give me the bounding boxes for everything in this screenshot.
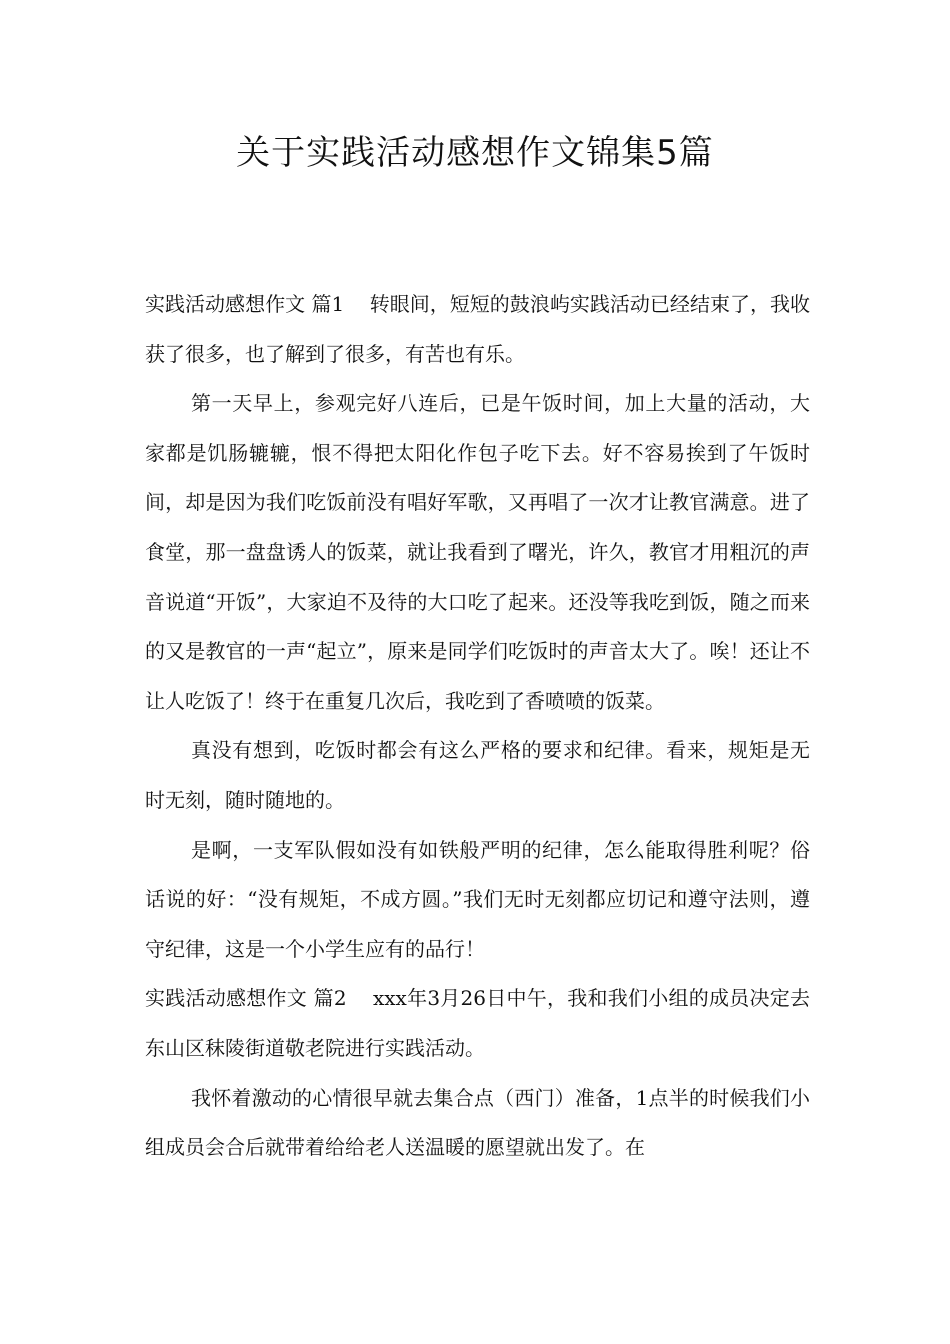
- section-1-heading: 实践活动感想作文 篇1: [145, 292, 370, 316]
- paragraph: 是啊，一支军队假如没有如铁般严明的纪律，怎么能取得胜利呢？俗话说的好：“没有规矩，不成方圆。”我们无时无刻都应切记和遵守法则，遵守纪律，这是一个小学生应有的品行！: [145, 837, 810, 961]
- document-body: [145, 280, 810, 1173]
- section-1-intro: [145, 280, 810, 379]
- section-2-intro: [145, 974, 810, 1073]
- section-1-opening: 转眼间，短短的鼓浪屿实践活动已经结束了，我收获了很多，也了解到了很多，有苦也有乐。: [145, 292, 811, 366]
- section-2-opening: xxx年3月26日中午，我和我们小组的成员决定去东山区秣陵街道敬老院进行实践活动。: [145, 986, 810, 1060]
- paragraph: 真没有想到，吃饭时都会有这么严格的要求和纪律。看来，规矩是无时无刻，随时随地的。: [145, 738, 810, 812]
- section-2-heading: 实践活动感想作文 篇2: [145, 986, 373, 1011]
- document-title: 关于实践活动感想作文锦集5篇: [236, 133, 714, 173]
- paragraph: 我怀着激动的心情很早就去集合点（西门）准备，1点半的时候我们小组成员会合后就带着给给老人送温暖的愿望就出发了。在: [145, 1085, 810, 1160]
- paragraph: 第一天早上，参观完好八连后，已是午饭时间，加上大量的活动，大家都是饥肠辘辘，恨不得把太阳化作包子吃下去。好不容易挨到了午饭时间，却是因为我们吃饭前没有唱好军歌，又再唱了一次才让教官满意。进了食堂，那一盘盘诱人的饭菜，就让我看到了曙光，许久，教官才用粗沉的声音说道“开饭”，大家迫不及待的大口吃了起来。还没等我吃到饭，随之而来的又是教官的一声“起立”，原来是同学们吃饭时的声音太大了。唉！还让不让人吃饭了！终于在重复几次后，我吃到了香喷喷的饭菜。: [145, 391, 810, 713]
